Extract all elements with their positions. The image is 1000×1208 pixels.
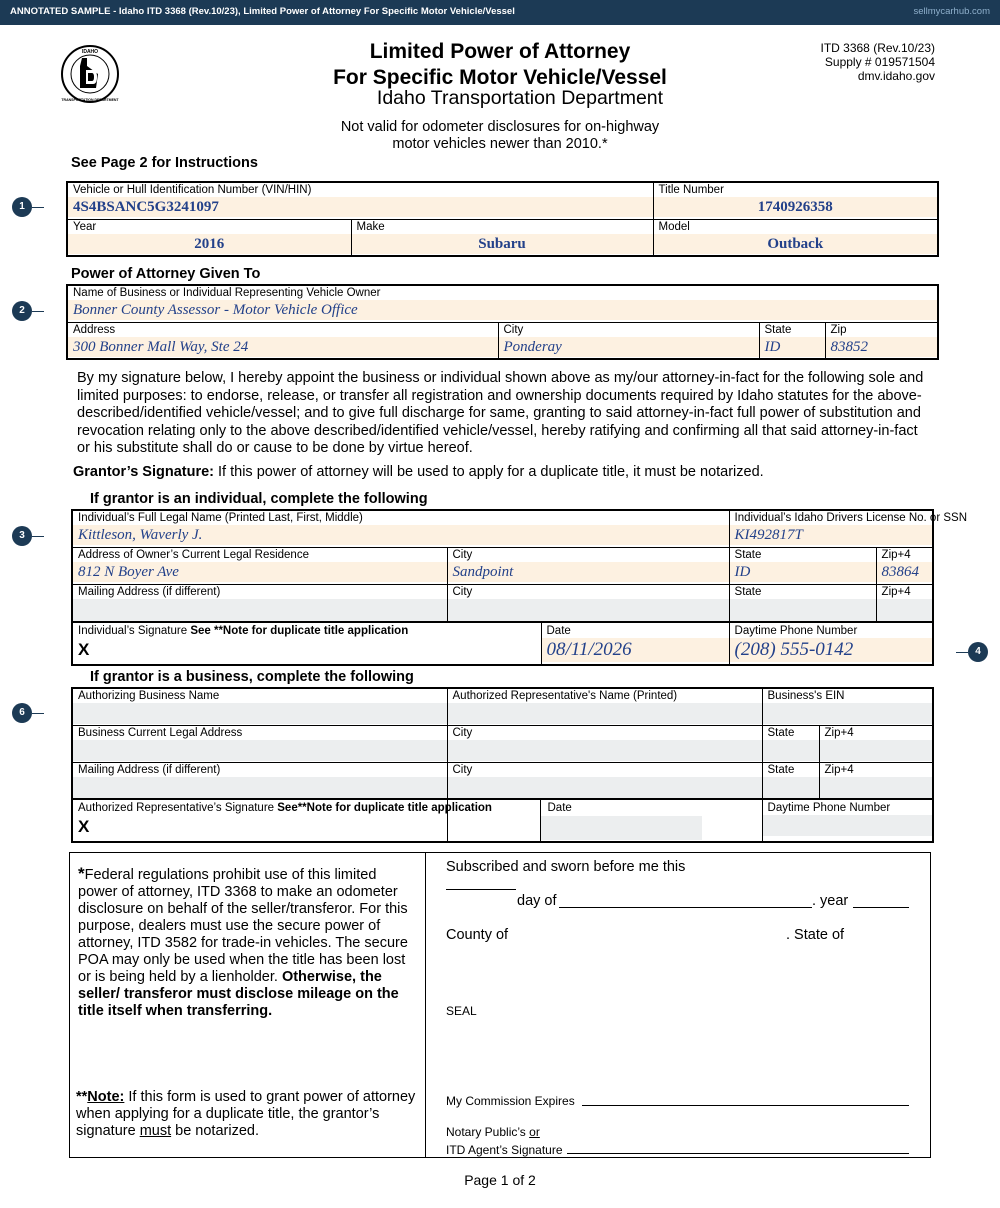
poa-address-cell (67, 322, 498, 359)
business-mailing-city-field[interactable] (448, 777, 762, 798)
notary-public-text: Notary Public’s (446, 1125, 526, 1139)
business-mailing-zip-field[interactable] (820, 777, 933, 798)
grantor-signature-text: If this power of attorney will be used to apply for a duplicate title, it must be notarized. (218, 464, 764, 480)
vin-cell (67, 182, 653, 219)
individual-mailing-label: Mailing Address (if different) (78, 585, 221, 598)
poa-city-label: City (503, 323, 524, 336)
business-mailing-zip-cell (819, 762, 933, 799)
federal-notice-text (78, 865, 418, 1020)
individual-state-field[interactable]: ID (730, 562, 876, 582)
individual-mailing-state-field[interactable] (730, 599, 876, 621)
form-title-line1: Limited Power of Attorney (369, 40, 631, 63)
federal-star: * (78, 864, 85, 883)
notary-section (69, 852, 931, 1158)
poa-name-label: Name of Business or Individual Representing Vehicle Owner (73, 287, 381, 299)
poa-zip-field[interactable]: 83852 (826, 337, 938, 357)
individual-mailing-city-cell (447, 584, 729, 622)
business-signature-label-row (73, 800, 492, 815)
annotation-marker-2: 2 (12, 301, 32, 321)
business-signature-cell[interactable] (72, 799, 492, 842)
federal-regulations-text: Federal regulations prohibit use of this limited power of attorney, ITD 3368 to make an odometer disclosure on behalf of the seller/transferor. For this purpose, dealers must use the secure power of attorney, ITD 3582 for trade-in vehicles. The secure POA may only be used when the title has been lost or is being held by a lienholder. (78, 867, 408, 985)
individual-date-field[interactable]: 08/11/2026 (542, 638, 729, 662)
individual-mailing-city-label: City (452, 585, 473, 598)
idaho-itd-logo-icon (60, 44, 120, 104)
business-mailing-zip-label: Zip+4 (824, 763, 854, 776)
license-label: Individual’s Idaho Drivers License No. or SSN (734, 512, 968, 524)
seal-label: SEAL (446, 1004, 477, 1018)
odometer-note-line2: motor vehicles newer than 2010.* (392, 136, 608, 152)
note-must: must (139, 1123, 172, 1139)
individual-heading: If grantor is an individual, complete the following (90, 491, 428, 507)
annotation-marker-3: 3 (12, 526, 32, 546)
individual-zip-cell (876, 547, 933, 584)
individual-phone-field[interactable]: (208) 555-0142 (730, 638, 933, 662)
vin-field[interactable]: 4S4BSANC5G3241097 (68, 197, 653, 217)
business-date-divider (540, 799, 541, 842)
day-line[interactable] (446, 889, 516, 890)
odometer-note-line1: Not valid for odometer disclosures for on-highway (340, 119, 660, 135)
poa-city-cell (498, 322, 759, 359)
agent-signature-line[interactable] (567, 1153, 909, 1154)
make-label: Make (356, 220, 385, 233)
logo-top-text: IDAHO (81, 49, 99, 55)
grantor-signature-label: Grantor’s Signature: (73, 464, 214, 480)
business-date-field[interactable] (541, 816, 702, 840)
poa-state-label: State (764, 323, 792, 336)
year-field[interactable]: 2016 (68, 234, 351, 254)
marker-line (956, 652, 968, 653)
federal-bold-text: Otherwise, the seller/ transferor must disclose mileage on the title itself when transferring. (78, 969, 399, 1019)
business-phone-cell (762, 799, 933, 842)
title-number-field[interactable]: 1740926358 (654, 197, 938, 217)
residence-label: Address of Owner’s Current Legal Residence (78, 548, 309, 561)
poa-city-field[interactable]: Ponderay (499, 337, 759, 357)
poa-name-field[interactable]: Bonner County Assessor - Motor Vehicle Office (68, 300, 937, 320)
business-mailing-field[interactable] (73, 777, 447, 798)
individual-zip-label: Zip+4 (881, 548, 911, 561)
poa-zip-cell (825, 322, 938, 359)
business-city-cell (447, 725, 762, 762)
business-ein-field[interactable] (763, 703, 933, 724)
individual-date-label: Date (546, 624, 571, 637)
individual-state-label: State (734, 548, 762, 561)
marker-line (32, 207, 44, 208)
year-text: . year (812, 893, 849, 909)
poa-table (66, 284, 939, 360)
federal-notice (70, 853, 426, 1157)
poa-heading: Power of Attorney Given To (71, 266, 261, 282)
duplicate-note (76, 1089, 416, 1140)
individual-signature-label-row (73, 623, 541, 638)
agent-signature-label: ITD Agent’s Signature (446, 1143, 563, 1157)
individual-mailing-state-label: State (734, 585, 762, 598)
business-state-cell (762, 725, 819, 762)
business-name-cell (72, 688, 447, 725)
business-zip-label: Zip+4 (824, 726, 854, 739)
individual-mailing-state-cell (729, 584, 876, 622)
commission-label: My Commission Expires (446, 1094, 575, 1108)
note-text-b: be notarized. (175, 1123, 259, 1139)
poa-address-label: Address (73, 323, 116, 336)
business-zip-cell (819, 725, 933, 762)
residence-field[interactable]: 812 N Boyer Ave (73, 562, 447, 582)
business-signature-label: Authorized Representative’s Signature (78, 802, 275, 814)
signature-x-mark: X (78, 639, 90, 659)
form-title-line3: Idaho Transportation Department (376, 87, 664, 109)
annotation-marker-4: 4 (968, 642, 988, 662)
form-reference (821, 41, 936, 83)
form-number: ITD 3368 (Rev.10/23) (820, 41, 935, 55)
model-cell (653, 219, 938, 256)
website: dmv.idaho.gov (857, 69, 935, 83)
individual-signature-note: See **Note for duplicate title application (190, 624, 409, 637)
individual-table (71, 509, 968, 666)
individual-phone-label: Daytime Phone Number (734, 624, 858, 637)
business-mailing-state-label: State (767, 763, 795, 776)
notary-public-label (446, 1125, 540, 1139)
individual-zip-field[interactable]: 83864 (877, 562, 933, 582)
poa-zip-label: Zip (830, 323, 847, 336)
license-field[interactable]: KI492817T (730, 525, 933, 545)
business-mailing-cell (72, 762, 447, 799)
business-state-field[interactable] (763, 740, 819, 761)
individual-mailing-cell (72, 584, 447, 622)
grantor-signature-note (73, 464, 764, 480)
individual-city-cell (447, 547, 729, 584)
annotation-marker-6: 6 (12, 703, 32, 723)
year-line[interactable] (853, 907, 909, 908)
business-mailing-city-label: City (452, 763, 473, 776)
business-city-label: City (452, 726, 473, 739)
note-word: Note: (87, 1089, 125, 1105)
individual-state-cell (729, 547, 876, 584)
banner-title: ANNOTATED SAMPLE - Idaho ITD 3368 (Rev.10/23), Limited Power of Attorney For Specific Motor Vehicle/Vessel (10, 6, 515, 17)
license-cell (729, 510, 968, 547)
individual-mailing-zip-label: Zip+4 (881, 585, 911, 598)
business-mailing-label: Mailing Address (if different) (78, 763, 221, 776)
state-of-text: . State of (786, 927, 845, 943)
business-signature-note: See**Note for duplicate title application (277, 802, 492, 814)
vin-label: Vehicle or Hull Identification Number (VIN/HIN) (73, 184, 312, 196)
business-name-label: Authorizing Business Name (78, 690, 220, 702)
individual-phone-cell (729, 622, 933, 665)
subscribed-text: Subscribed and sworn before me this (446, 859, 686, 875)
business-address-field[interactable] (73, 740, 447, 761)
individual-mailing-zip-field[interactable] (877, 599, 933, 621)
business-heading: If grantor is a business, complete the following (90, 669, 414, 685)
note-prefix: ** (76, 1089, 88, 1105)
business-mailing-state-field[interactable] (763, 777, 819, 798)
notary-block (426, 853, 930, 1157)
marker-line (32, 311, 44, 312)
business-signature-x-mark: X (78, 817, 90, 836)
business-phone-label: Daytime Phone Number (767, 802, 891, 814)
individual-name-label: Individual’s Full Legal Name (Printed Last, First, Middle) (78, 512, 363, 524)
individual-mailing-field[interactable] (73, 599, 447, 621)
poa-state-cell (759, 322, 825, 359)
poa-state-field[interactable]: ID (760, 337, 825, 357)
business-ein-cell (762, 688, 933, 725)
commission-line[interactable] (582, 1105, 909, 1106)
odometer-note (300, 119, 700, 153)
top-banner (0, 0, 1000, 25)
month-line[interactable] (559, 907, 812, 908)
page-number: Page 1 of 2 (464, 1172, 536, 1188)
annotation-marker-1: 1 (12, 197, 32, 217)
individual-name-field[interactable]: Kittleson, Waverly J. (73, 525, 729, 545)
individual-name-cell (72, 510, 729, 547)
business-ein-label: Business's EIN (767, 690, 845, 702)
individual-city-label: City (452, 548, 473, 561)
business-rep-label: Authorized Representative's Name (Printed) (452, 690, 678, 702)
marker-line (32, 713, 44, 714)
model-label: Model (658, 220, 690, 233)
business-table (71, 687, 934, 843)
business-mailing-state-cell (762, 762, 819, 799)
notary-or-text: or (529, 1125, 540, 1139)
banner-site: sellmycarhub.com (913, 6, 990, 17)
year-label: Year (73, 220, 97, 233)
business-phone-field[interactable] (763, 815, 933, 836)
appointment-paragraph: By my signature below, I hereby appoint the business or individual shown above as my/our attorney-in-fact for the following sole and limited purposes: to endorse, release, or transfer all registration and ownership documents required by Idaho statutes for the above-described/identified vehicle/vessel; and to give full discharge for same, granting to said attorney-in-fact full power of substitution and revocation relating only to the above described/identified vehicle/vessel, hereby ratifying and confirming all that said attorney-in-fact or his substitute shall do or cause to be done by virtue hereof. (77, 370, 924, 456)
individual-signature-label: Individual’s Signature (78, 624, 188, 637)
individual-signature-cell[interactable] (72, 622, 541, 665)
form-title-line2: For Specific Motor Vehicle/Vessel (333, 66, 667, 89)
logo-bottom-text: TRANSPORTATION DEPARTMENT (61, 98, 119, 102)
year-cell (67, 219, 351, 256)
business-rep-cell (447, 688, 762, 725)
poa-address-field[interactable]: 300 Bonner Mall Way, Ste 24 (68, 337, 498, 357)
business-city-field[interactable] (448, 740, 762, 761)
business-address-label: Business Current Legal Address (78, 726, 243, 739)
title-number-cell (653, 182, 938, 219)
vehicle-table (66, 181, 939, 257)
individual-city-field[interactable]: Sandpoint (448, 562, 729, 582)
business-mailing-city-cell (447, 762, 762, 799)
business-state-label: State (767, 726, 795, 739)
individual-mailing-city-field[interactable] (448, 599, 729, 621)
county-text: County of (446, 927, 509, 943)
model-field[interactable]: Outback (654, 234, 938, 254)
residence-cell (72, 547, 447, 584)
note-text-a: If this form is used to grant power of attorney when applying for a duplicate title, the grantor’s signature (76, 1089, 416, 1139)
poa-name-cell (67, 285, 938, 322)
day-of-text: day of (517, 893, 557, 909)
supply-number: Supply # 019571504 (824, 55, 935, 69)
make-field[interactable]: Subaru (352, 234, 653, 254)
instructions-heading: See Page 2 for Instructions (71, 155, 258, 171)
marker-line (32, 536, 44, 537)
title-number-label: Title Number (658, 184, 724, 196)
business-name-field[interactable] (73, 703, 447, 724)
business-rep-field[interactable] (448, 703, 762, 724)
business-address-cell (72, 725, 447, 762)
individual-date-cell (541, 622, 729, 665)
business-date-label: Date (547, 802, 572, 814)
individual-mailing-zip-cell (876, 584, 933, 622)
make-cell (351, 219, 653, 256)
business-zip-field[interactable] (820, 740, 933, 761)
